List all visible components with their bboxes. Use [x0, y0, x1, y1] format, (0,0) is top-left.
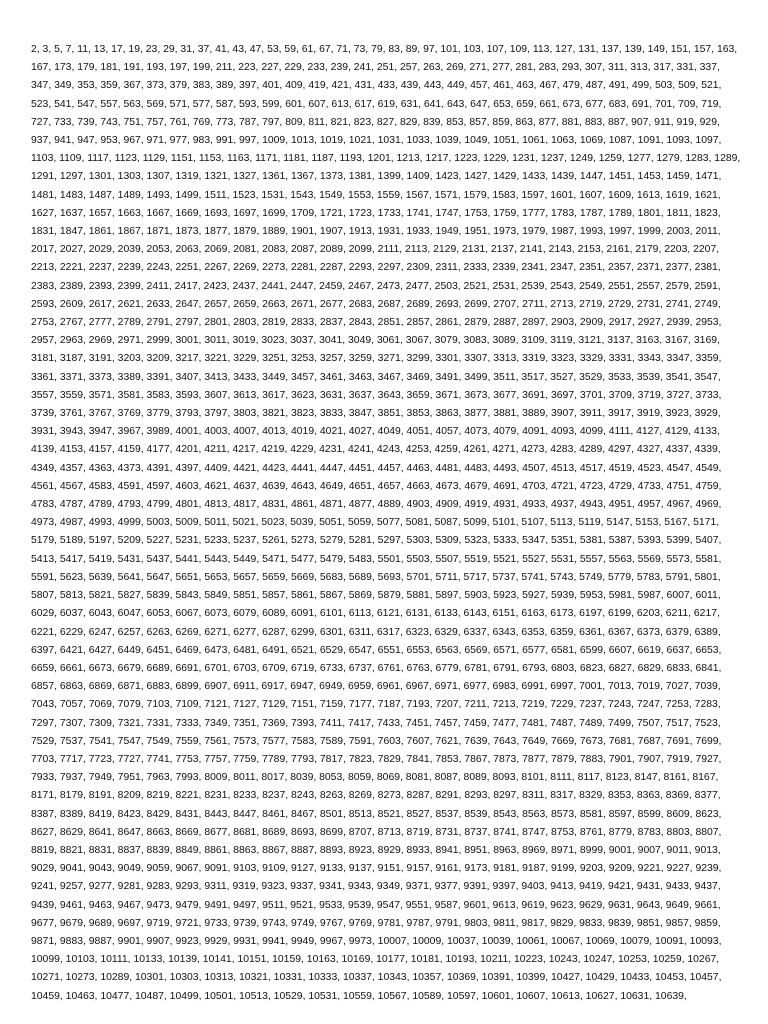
document-page [31, 41, 741, 1006]
prime-list-text: 2, 3, 5, 7, 11, 13, 17, 19, 23, 29, 31, 37, 41, 43, 47, 53, 59, 61, 67, 71, 73, 79, 83, 89, 97, 101, 103, 107, 109, 113, 127, 131, 137, 139, 149, 151, 157, 163, 167, 173, 179, 181, 191, 193, 197, 199, 211, 223, 227, 229, 233, 239, 241, 251, 257, 263, 269, 271, 277, 281, 283, 293, 307, 311, 313, 317, 331, 337, 347, 349, 353, 359, 367, 373, 379, 383, 389, 397, 401, 409, 419, 421, 431, 433, 439, 443, 449, 457, 461, 463, 467, 479, 487, 491, 499, 503, 509, 521, 523, 541, 547, 557, 563, 569, 571, 577, 587, 593, 599, 601, 607, 613, 617, 619, 631, 641, 643, 647, 653, 659, 661, 673, 677, 683, 691, 701, 709, 719, 727, 733, 739, 743, 751, 757, 761, 769, 773, 787, 797, 809, 811, 821, 823, 827, 829, 839, 853, 857, 859, 863, 877, 881, 883, 887, 907, 911, 919, 929, 937, 941, 947, 953, 967, 971, 977, 983, 991, 997, 1009, 1013, 1019, 1021, 1031, 1033, 1039, 1049, 1051, 1061, 1063, 1069, 1087, 1091, 1093, 1097, 1103, 1109, 1117, 1123, 1129, 1151, 1153, 1163, 1171, 1181, 1187, 1193, 1201, 1213, 1217, 1223, 1229, 1231, 1237, 1249, 1259, 1277, 1279, 1283, 1289, 1291, 1297, 1301, 1303, 1307, 1319, 1321, 1327, 1361, 1367, 1373, 1381, 1399, 1409, 1423, 1427, 1429, 1433, 1439, 1447, 1451, 1453, 1459, 1471, 1481, 1483, 1487, 1489, 1493, 1499, 1511, 1523, 1531, 1543, 1549, 1553, 1559, 1567, 1571, 1579, 1583, 1597, 1601, 1607, 1609, 1613, 1619, 1621, 1627, 1637, 1657, 1663, 1667, 1669, 1693, 1697, 1699, 1709, 1721, 1723, 1733, 1741, 1747, 1753, 1759, 1777, 1783, 1787, 1789, 1801, 1811, 1823, 1831, 1847, 1861, 1867, 1871, 1873, 1877, 1879, 1889, 1901, 1907, 1913, 1931, 1933, 1949, 1951, 1973, 1979, 1987, 1993, 1997, 1999, 2003, 2011, 2017, 2027, 2029, 2039, 2053, 2063, 2069, 2081, 2083, 2087, 2089, 2099, 2111, 2113, 2129, 2131, 2137, 2141, 2143, 2153, 2161, 2179, 2203, 2207, 2213, 2221, 2237, 2239, 2243, 2251, 2267, 2269, 2273, 2281, 2287, 2293, 2297, 2309, 2311, 2333, 2339, 2341, 2347, 2351, 2357, 2371, 2377, 2381, 2383, 2389, 2393, 2399, 2411, 2417, 2423, 2437, 2441, 2447, 2459, 2467, 2473, 2477, 2503, 2521, 2531, 2539, 2543, 2549, 2551, 2557, 2579, 2591, 2593, 2609, 2617, 2621, 2633, 2647, 2657, 2659, 2663, 2671, 2677, 2683, 2687, 2689, 2693, 2699, 2707, 2711, 2713, 2719, 2729, 2731, 2741, 2749, 2753, 2767, 2777, 2789, 2791, 2797, 2801, 2803, 2819, 2833, 2837, 2843, 2851, 2857, 2861, 2879, 2887, 2897, 2903, 2909, 2917, 2927, 2939, 2953, 2957, 2963, 2969, 2971, 2999, 3001, 3011, 3019, 3023, 3037, 3041, 3049, 3061, 3067, 3079, 3083, 3089, 3109, 3119, 3121, 3137, 3163, 3167, 3169, 3181, 3187, 3191, 3203, 3209, 3217, 3221, 3229, 3251, 3253, 3257, 3259, 3271, 3299, 3301, 3307, 3313, 3319, 3323, 3329, 3331, 3343, 3347, 3359, 3361, 3371, 3373, 3389, 3391, 3407, 3413, 3433, 3449, 3457, 3461, 3463, 3467, 3469, 3491, 3499, 3511, 3517, 3527, 3529, 3533, 3539, 3541, 3547, 3557, 3559, 3571, 3581, 3583, 3593, 3607, 3613, 3617, 3623, 3631, 3637, 3643, 3659, 3671, 3673, 3677, 3691, 3697, 3701, 3709, 3719, 3727, 3733, 3739, 3761, 3767, 3769, 3779, 3793, 3797, 3803, 3821, 3823, 3833, 3847, 3851, 3853, 3863, 3877, 3881, 3889, 3907, 3911, 3917, 3919, 3923, 3929, 3931, 3943, 3947, 3967, 3989, 4001, 4003, 4007, 4013, 4019, 4021, 4027, 4049, 4051, 4057, 4073, 4079, 4091, 4093, 4099, 4111, 4127, 4129, 4133, 4139, 4153, 4157, 4159, 4177, 4201, 4211, 4217, 4219, 4229, 4231, 4241, 4243, 4253, 4259, 4261, 4271, 4273, 4283, 4289, 4297, 4327, 4337, 4339, 4349, 4357, 4363, 4373, 4391, 4397, 4409, 4421, 4423, 4441, 4447, 4451, 4457, 4463, 4481, 4483, 4493, 4507, 4513, 4517, 4519, 4523, 4547, 4549, 4561, 4567, 4583, 4591, 4597, 4603, 4621, 4637, 4639, 4643, 4649, 4651, 4657, 4663, 4673, 4679, 4691, 4703, 4721, 4723, 4729, 4733, 4751, 4759, 4783, 4787, 4789, 4793, 4799, 4801, 4813, 4817, 4831, 4861, 4871, 4877, 4889, 4903, 4909, 4919, 4931, 4933, 4937, 4943, 4951, 4957, 4967, 4969, 4973, 4987, 4993, 4999, 5003, 5009, 5011, 5021, 5023, 5039, 5051, 5059, 5077, 5081, 5087, 5099, 5101, 5107, 5113, 5119, 5147, 5153, 5167, 5171, 5179, 5189, 5197, 5209, 5227, 5231, 5233, 5237, 5261, 5273, 5279, 5281, 5297, 5303, 5309, 5323, 5333, 5347, 5351, 5381, 5387, 5393, 5399, 5407, 5413, 5417, 5419, 5431, 5437, 5441, 5443, 5449, 5471, 5477, 5479, 5483, 5501, 5503, 5507, 5519, 5521, 5527, 5531, 5557, 5563, 5569, 5573, 5581, 5591, 5623, 5639, 5641, 5647, 5651, 5653, 5657, 5659, 5669, 5683, 5689, 5693, 5701, 5711, 5717, 5737, 5741, 5743, 5749, 5779, 5783, 5791, 5801, 5807, 5813, 5821, 5827, 5839, 5843, 5849, 5851, 5857, 5861, 5867, 5869, 5879, 5881, 5897, 5903, 5923, 5927, 5939, 5953, 5981, 5987, 6007, 6011, 6029, 6037, 6043, 6047, 6053, 6067, 6073, 6079, 6089, 6091, 6101, 6113, 6121, 6131, 6133, 6143, 6151, 6163, 6173, 6197, 6199, 6203, 6211, 6217, 6221, 6229, 6247, 6257, 6263, 6269, 6271, 6277, 6287, 6299, 6301, 6311, 6317, 6323, 6329, 6337, 6343, 6353, 6359, 6361, 6367, 6373, 6379, 6389, 6397, 6421, 6427, 6449, 6451, 6469, 6473, 6481, 6491, 6521, 6529, 6547, 6551, 6553, 6563, 6569, 6571, 6577, 6581, 6599, 6607, 6619, 6637, 6653, 6659, 6661, 6673, 6679, 6689, 6691, 6701, 6703, 6709, 6719, 6733, 6737, 6761, 6763, 6779, 6781, 6791, 6793, 6803, 6823, 6827, 6829, 6833, 6841, 6857, 6863, 6869, 6871, 6883, 6899, 6907, 6911, 6917, 6947, 6949, 6959, 6961, 6967, 6971, 6977, 6983, 6991, 6997, 7001, 7013, 7019, 7027, 7039, 7043, 7057, 7069, 7079, 7103, 7109, 7121, 7127, 7129, 7151, 7159, 7177, 7187, 7193, 7207, 7211, 7213, 7219, 7229, 7237, 7243, 7247, 7253, 7283, 7297, 7307, 7309, 7321, 7331, 7333, 7349, 7351, 7369, 7393, 7411, 7417, 7433, 7451, 7457, 7459, 7477, 7481, 7487, 7489, 7499, 7507, 7517, 7523, 7529, 7537, 7541, 7547, 7549, 7559, 7561, 7573, 7577, 7583, 7589, 7591, 7603, 7607, 7621, 7639, 7643, 7649, 7669, 7673, 7681, 7687, 7691, 7699, 7703, 7717, 7723, 7727, 7741, 7753, 7757, 7759, 7789, 7793, 7817, 7823, 7829, 7841, 7853, 7867, 7873, 7877, 7879, 7883, 7901, 7907, 7919, 7927, 7933, 7937, 7949, 7951, 7963, 7993, 8009, 8011, 8017, 8039, 8053, 8059, 8069, 8081, 8087, 8089, 8093, 8101, 8111, 8117, 8123, 8147, 8161, 8167, 8171, 8179, 8191, 8209, 8219, 8221, 8231, 8233, 8237, 8243, 8263, 8269, 8273, 8287, 8291, 8293, 8297, 8311, 8317, 8329, 8353, 8363, 8369, 8377, 8387, 8389, 8419, 8423, 8429, 8431, 8443, 8447, 8461, 8467, 8501, 8513, 8521, 8527, 8537, 8539, 8543, 8563, 8573, 8581, 8597, 8599, 8609, 8623, 8627, 8629, 8641, 8647, 8663, 8669, 8677, 8681, 8689, 8693, 8699, 8707, 8713, 8719, 8731, 8737, 8741, 8747, 8753, 8761, 8779, 8783, 8803, 8807, 8819, 8821, 8831, 8837, 8839, 8849, 8861, 8863, 8867, 8887, 8893, 8923, 8929, 8933, 8941, 8951, 8963, 8969, 8971, 8999, 9001, 9007, 9011, 9013, 9029, 9041, 9043, 9049, 9059, 9067, 9091, 9103, 9109, 9127, 9133, 9137, 9151, 9157, 9161, 9173, 9181, 9187, 9199, 9203, 9209, 9221, 9227, 9239, 9241, 9257, 9277, 9281, 9283, 9293, 9311, 9319, 9323, 9337, 9341, 9343, 9349, 9371, 9377, 9391, 9397, 9403, 9413, 9419, 9421, 9431, 9433, 9437, 9439, 9461, 9463, 9467, 9473, 9479, 9491, 9497, 9511, 9521, 9533, 9539, 9547, 9551, 9587, 9601, 9613, 9619, 9623, 9629, 9631, 9643, 9649, 9661, 9677, 9679, 9689, 9697, 9719, 9721, 9733, 9739, 9743, 9749, 9767, 9769, 9781, 9787, 9791, 9803, 9811, 9817, 9829, 9833, 9839, 9851, 9857, 9859, 9871, 9883, 9887, 9901, 9907, 9923, 9929, 9931, 9941, 9949, 9967, 9973, 10007, 10009, 10037, 10039, 10061, 10067, 10069, 10079, 10091, 10093, 10099, 10103, 10111, 10133, 10139, 10141, 10151, 10159, 10163, 10169, 10177, 10181, 10193, 10211, 10223, 10243, 10247, 10253, 10259, 10267, 10271, 10273, 10289, 10301, 10303, 10313, 10321, 10331, 10333, 10337, 10343, 10357, 10369, 10391, 10399, 10427, 10429, 10433, 10453, 10457, 10459, 10463, 10477, 10487, 10499, 10501, 10513, 10529, 10531, 10559, 10567, 10589, 10597, 10601, 10607, 10613, 10627, 10631, 10639, [31, 44, 741, 1002]
